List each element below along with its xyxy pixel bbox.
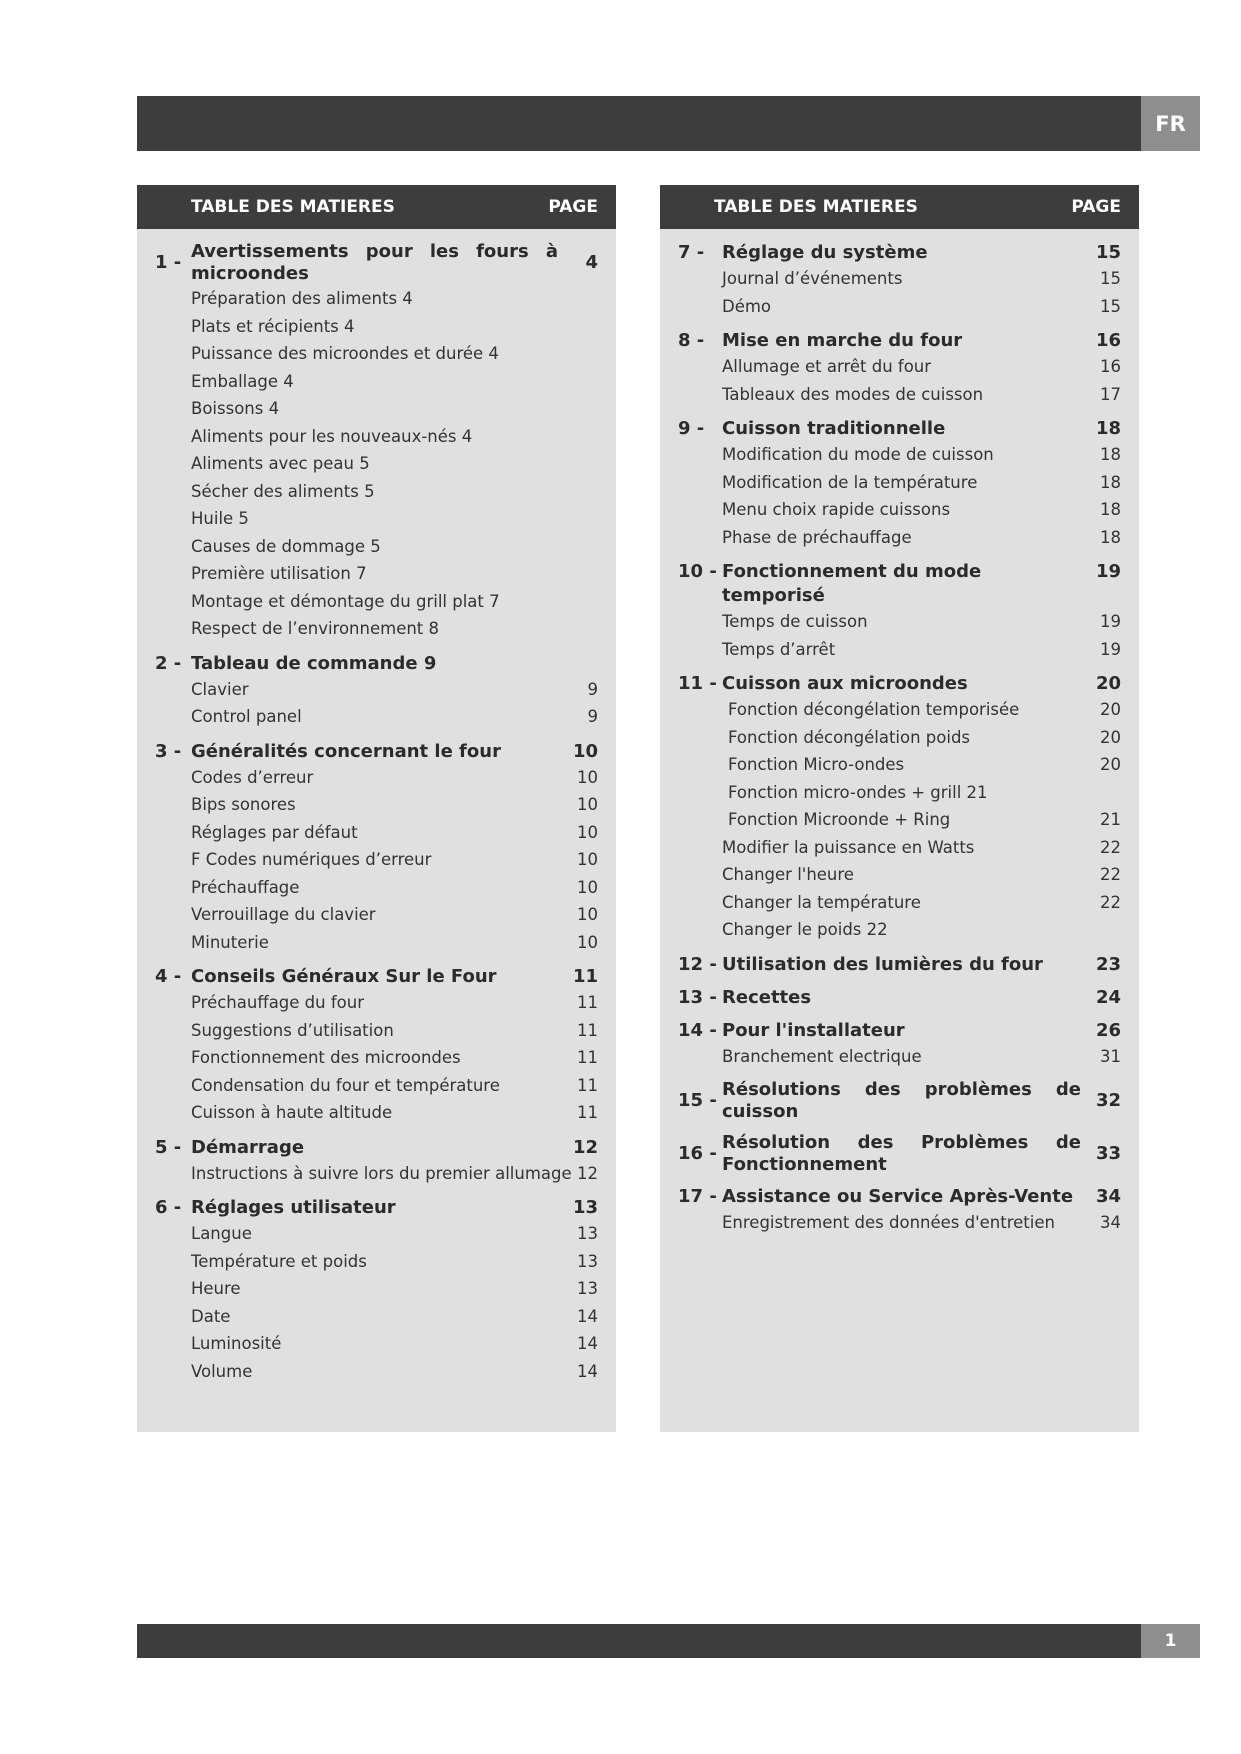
toc-item (155, 819, 598, 847)
toc-item (678, 381, 1121, 409)
toc-item-page (558, 340, 598, 368)
toc-item-title: Causes de dommage 5 (191, 536, 381, 556)
section-title: Recettes (722, 986, 812, 1008)
toc-item-page: 22 (1100, 892, 1121, 912)
toc-item-title: Puissance des microondes et durée 4 (191, 344, 499, 363)
toc-section-row (678, 672, 1121, 696)
section-title: Résolutions des problèmes de cuisson (722, 1079, 1081, 1122)
toc-item (678, 889, 1121, 917)
toc-section (155, 965, 598, 1127)
section-number: 1 - (155, 252, 182, 273)
section-page: 4 (585, 252, 598, 273)
toc-item-title: Fonction décongélation temporisée (728, 700, 1020, 719)
toc-item (155, 340, 598, 368)
section-page: 23 (1095, 953, 1121, 975)
toc-item (155, 1303, 598, 1331)
toc-item-page: 22 (1100, 837, 1121, 857)
toc-item-page: 13 (577, 1279, 598, 1298)
toc-item-title: Boissons 4 (191, 399, 280, 418)
toc-item-page: 12 (577, 1163, 598, 1183)
toc-item (678, 696, 1121, 724)
toc-item-title: Menu choix rapide cuissons (722, 500, 951, 519)
toc-item-page: 14 (577, 1361, 598, 1381)
toc-item-page (558, 423, 598, 451)
section-title: Cuisson traditionnelle (722, 418, 946, 439)
toc-item-page: 9 (587, 707, 598, 726)
section-page: 15 (1095, 242, 1121, 263)
toc-item (155, 764, 598, 792)
toc-item-title: Heure (191, 1279, 241, 1298)
toc-item-page (558, 313, 598, 341)
toc-item-title: Allumage et arrêt du four (722, 357, 932, 376)
toc-item-title: Démo (722, 296, 772, 316)
toc-item-title: Journal d’événements (722, 269, 903, 288)
toc-item-title: Changer l'heure (722, 865, 854, 884)
section-number: 10 - (678, 561, 717, 582)
toc-item (155, 901, 598, 929)
toc-item (155, 368, 598, 396)
section-title: Cuisson aux microondes (722, 673, 968, 694)
toc-item-title: Aliments pour les nouveaux-nés 4 (191, 426, 473, 446)
toc-section (155, 652, 598, 731)
toc-page-label: PAGE (548, 197, 598, 217)
toc-item-title: Branchement electrique (722, 1046, 922, 1066)
toc-page-label: PAGE (1071, 197, 1121, 217)
section-page: 13 (572, 1197, 598, 1218)
toc-item (155, 703, 598, 731)
toc-item-title: Condensation du four et température (191, 1075, 500, 1095)
toc-item-page (558, 285, 598, 313)
toc-item-title: Phase de préchauffage (722, 527, 912, 547)
section-page: 16 (1095, 330, 1121, 351)
toc-item-page: 18 (1100, 472, 1121, 492)
toc-item (155, 533, 598, 561)
section-title: Résolution des Problèmes de Fonctionnement (722, 1132, 1081, 1175)
section-number: 9 - (678, 418, 705, 439)
section-number: 6 - (155, 1197, 182, 1218)
toc-item-page: 10 (577, 850, 598, 869)
toc-item-title: Préchauffage (191, 877, 300, 897)
toc-section-row (155, 241, 598, 285)
toc-item (155, 676, 598, 704)
toc-item-title: Fonction Microonde + Ring (728, 810, 951, 829)
language-tab: FR (1141, 96, 1200, 151)
toc-item-title: Minuterie (191, 932, 269, 952)
toc-item (678, 636, 1121, 664)
toc-item-page: 20 (1100, 727, 1121, 747)
toc-item-page: 10 (577, 932, 598, 952)
toc-item (678, 524, 1121, 552)
toc-item (155, 846, 598, 874)
toc-item (155, 313, 598, 341)
toc-section (155, 1136, 598, 1188)
toc-item (155, 1099, 598, 1127)
toc-section (678, 953, 1121, 977)
section-title: Pour l'installateur (722, 1019, 905, 1041)
toc-item (155, 929, 598, 957)
toc-item (678, 441, 1121, 469)
toc-item-page (558, 588, 598, 616)
toc-item (155, 395, 598, 423)
toc-item (155, 1017, 598, 1045)
section-page: 10 (572, 740, 598, 762)
section-page: 33 (1095, 1143, 1121, 1164)
toc-item-page: 10 (577, 822, 598, 842)
section-title: Généralités concernant le four (191, 740, 501, 762)
toc-item-page: 14 (577, 1306, 598, 1326)
toc-item-page: 15 (1100, 269, 1121, 288)
toc-item (155, 1220, 598, 1248)
toc-item-title: Modification du mode de cuisson (722, 445, 994, 464)
toc-item (678, 779, 1121, 807)
section-number: 16 - (678, 1143, 717, 1164)
toc-item-page: 14 (577, 1334, 598, 1353)
toc-section-row (678, 1019, 1121, 1043)
section-title: Réglages utilisateur (191, 1197, 396, 1218)
toc-item-page: 10 (577, 905, 598, 924)
toc-item (155, 615, 598, 643)
section-title: Réglage du système (722, 242, 928, 263)
toc-item-page: 18 (1100, 500, 1121, 519)
toc-item-title: Luminosité (191, 1334, 282, 1353)
toc-item (678, 1209, 1121, 1237)
toc-item-title: Temps d’arrêt (722, 639, 836, 659)
toc-item-page: 13 (577, 1251, 598, 1271)
toc-section (155, 1196, 598, 1385)
page-number: 1 (1141, 1624, 1200, 1658)
toc-item-page: 19 (1100, 639, 1121, 659)
toc-item-page: 11 (577, 1020, 598, 1040)
toc-section-row (678, 560, 1121, 608)
footer-bar (137, 1624, 1141, 1658)
toc-item (155, 1358, 598, 1386)
section-title: Fonctionnement du mode temporisé (722, 561, 982, 606)
section-title: Avertissements pour les fours à microondes (191, 241, 558, 284)
toc-section-row (155, 740, 598, 764)
section-number: 3 - (155, 740, 182, 762)
toc-section (155, 241, 598, 643)
section-title: Utilisation des lumières du four (722, 953, 1043, 975)
toc-item-title: Première utilisation 7 (191, 564, 367, 583)
toc-item-page (1081, 916, 1121, 944)
section-title: Conseils Généraux Sur le Four (191, 966, 497, 987)
toc-section-row (155, 965, 598, 989)
toc-item (155, 505, 598, 533)
toc-item-title: Langue (191, 1224, 252, 1243)
section-page: 19 (1095, 561, 1121, 582)
toc-item-title: Volume (191, 1361, 253, 1381)
toc-section-row (678, 417, 1121, 441)
section-page: 32 (1095, 1090, 1121, 1111)
toc-item-title: Température et poids (191, 1251, 367, 1271)
toc-item (155, 1275, 598, 1303)
section-page: 24 (1095, 986, 1121, 1008)
toc-entries-left (137, 229, 616, 1385)
toc-column-right (660, 185, 1139, 1432)
toc-item-page: 17 (1100, 384, 1121, 404)
toc-item-page (558, 560, 598, 588)
toc-section (678, 560, 1121, 663)
toc-item-page: 15 (1100, 296, 1121, 316)
toc-section (678, 1079, 1121, 1123)
toc-item-page: 21 (1100, 810, 1121, 829)
section-number: 15 - (678, 1090, 717, 1111)
toc-item-title: Enregistrement des données d'entretien (722, 1213, 1055, 1232)
toc-item (678, 916, 1121, 944)
section-page: 26 (1095, 1019, 1121, 1041)
toc-section (678, 1019, 1121, 1071)
section-number: 7 - (678, 242, 705, 263)
toc-item-title: Changer le poids 22 (722, 920, 888, 939)
section-page: 11 (572, 966, 598, 987)
toc-title: TABLE DES MATIERES (191, 197, 395, 217)
toc-section (678, 329, 1121, 408)
toc-item (155, 560, 598, 588)
toc-item (678, 1043, 1121, 1071)
section-number: 17 - (678, 1186, 717, 1207)
toc-item-title: Respect de l’environnement 8 (191, 619, 440, 638)
toc-section-row (678, 986, 1121, 1010)
toc-item (678, 353, 1121, 381)
toc-header-left (137, 185, 616, 229)
section-number: 5 - (155, 1136, 182, 1158)
section-page: 20 (1095, 673, 1121, 694)
toc-item-page: 22 (1100, 865, 1121, 884)
toc-item-page: 16 (1100, 357, 1121, 376)
toc-item (678, 469, 1121, 497)
toc-item-title: Verrouillage du clavier (191, 905, 376, 924)
toc-item-title: Réglages par défaut (191, 822, 358, 842)
toc-item-title: Fonction micro-ondes + grill 21 (728, 782, 988, 802)
section-number: 13 - (678, 986, 717, 1008)
toc-item (155, 450, 598, 478)
toc-item (155, 1072, 598, 1100)
toc-entries-right (660, 229, 1139, 1237)
section-page: 18 (1095, 418, 1121, 439)
toc-item-title: Fonctionnement des microondes (191, 1048, 461, 1067)
section-number: 12 - (678, 953, 717, 975)
toc-section-row (155, 1136, 598, 1160)
toc-item-page (558, 368, 598, 396)
toc-item (155, 1330, 598, 1358)
toc-section-row (678, 241, 1121, 265)
toc-item-title: Cuisson à haute altitude (191, 1103, 393, 1122)
toc-item-title: Plats et récipients 4 (191, 316, 355, 336)
section-number: 14 - (678, 1019, 717, 1041)
toc-item-title: Modification de la température (722, 472, 978, 492)
toc-item-page: 34 (1100, 1213, 1121, 1232)
toc-item-title: Fonction Micro-ondes (728, 755, 905, 774)
toc-item-page: 11 (577, 1048, 598, 1067)
toc-item (155, 791, 598, 819)
toc-item-title: Changer la température (722, 892, 921, 912)
toc-item-page: 11 (577, 1075, 598, 1095)
toc-section-row (678, 1079, 1121, 1123)
toc-item-title: Date (191, 1306, 231, 1326)
toc-item-page: 18 (1100, 445, 1121, 464)
section-number: 11 - (678, 673, 717, 694)
toc-item (678, 293, 1121, 321)
toc-item-page: 10 (577, 795, 598, 814)
toc-item-title: Fonction décongélation poids (728, 727, 971, 747)
toc-item-title: Instructions à suivre lors du premier allumage (191, 1163, 572, 1183)
toc-section (678, 672, 1121, 944)
section-number: 4 - (155, 966, 182, 987)
toc-item-title: Montage et démontage du grill plat 7 (191, 591, 500, 611)
toc-section (678, 241, 1121, 320)
toc-column-left (137, 185, 616, 1432)
section-page: 34 (1095, 1186, 1121, 1207)
toc-item (155, 423, 598, 451)
toc-item (155, 1044, 598, 1072)
toc-item-title: Temps de cuisson (722, 612, 868, 631)
toc-item-page (558, 615, 598, 643)
toc-section (678, 986, 1121, 1010)
toc-item (678, 724, 1121, 752)
section-number: 2 - (155, 652, 182, 674)
toc-item-title: Modifier la puissance en Watts (722, 837, 975, 857)
toc-section-row (155, 1196, 598, 1220)
toc-item-title: Bips sonores (191, 795, 296, 814)
section-page: 12 (572, 1136, 598, 1158)
toc-section (678, 1185, 1121, 1237)
toc-item-page: 18 (1100, 527, 1121, 547)
toc-item-page (558, 450, 598, 478)
toc-item (155, 285, 598, 313)
toc-section (678, 1132, 1121, 1176)
toc-item-page: 10 (577, 767, 598, 787)
toc-item-title: Huile 5 (191, 509, 249, 528)
toc-section (678, 417, 1121, 551)
toc-item-title: Préchauffage du four (191, 993, 365, 1012)
toc-item-page (558, 478, 598, 506)
toc-item (155, 1248, 598, 1276)
toc-item-title: Control panel (191, 707, 302, 726)
toc-section (155, 740, 598, 957)
toc-item (155, 588, 598, 616)
toc-item-page (558, 395, 598, 423)
toc-item-title: Codes d’erreur (191, 767, 314, 787)
toc-item-title: Tableaux des modes de cuisson (722, 384, 984, 404)
toc-item (678, 265, 1121, 293)
toc-item-page (1081, 779, 1121, 807)
section-title: Démarrage (191, 1136, 305, 1158)
toc-section-row (678, 953, 1121, 977)
toc-item (678, 496, 1121, 524)
toc-header-right (660, 185, 1139, 229)
toc-item-title: F Codes numériques d’erreur (191, 850, 432, 869)
section-title: Assistance ou Service Après-Vente (722, 1186, 1074, 1207)
toc-item (678, 861, 1121, 889)
toc-item (155, 989, 598, 1017)
toc-section-row (678, 329, 1121, 353)
section-title: Mise en marche du four (722, 330, 963, 351)
toc-item-page: 11 (577, 1103, 598, 1122)
toc-item-page: 31 (1100, 1046, 1121, 1066)
toc-item (155, 874, 598, 902)
toc-item (678, 806, 1121, 834)
toc-item-title: Préparation des aliments 4 (191, 289, 413, 308)
toc-item-page: 13 (577, 1224, 598, 1243)
header-bar (137, 96, 1141, 151)
toc-item-page: 20 (1100, 755, 1121, 774)
section-title: Tableau de commande 9 (191, 652, 437, 674)
toc-item-page: 20 (1100, 700, 1121, 719)
toc-item-page: 9 (587, 679, 598, 699)
toc-item-page (558, 505, 598, 533)
toc-item (155, 478, 598, 506)
toc-item-page (558, 533, 598, 561)
toc-title: TABLE DES MATIERES (714, 197, 918, 217)
toc-item-title: Suggestions d’utilisation (191, 1020, 394, 1040)
toc-section-row (678, 1185, 1121, 1209)
toc-section-row (155, 652, 598, 676)
toc-item (678, 751, 1121, 779)
toc-item-page: 19 (1100, 612, 1121, 631)
toc-item-page: 11 (577, 993, 598, 1012)
toc-item (155, 1160, 598, 1188)
toc-item-title: Emballage 4 (191, 371, 294, 391)
toc-section-row (678, 1132, 1121, 1176)
toc-item-title: Sécher des aliments 5 (191, 481, 375, 501)
toc-item-page: 10 (577, 877, 598, 897)
section-number: 8 - (678, 330, 705, 351)
toc-item (678, 608, 1121, 636)
toc-item-title: Aliments avec peau 5 (191, 454, 370, 473)
toc-item (678, 834, 1121, 862)
toc-item-title: Clavier (191, 679, 249, 699)
